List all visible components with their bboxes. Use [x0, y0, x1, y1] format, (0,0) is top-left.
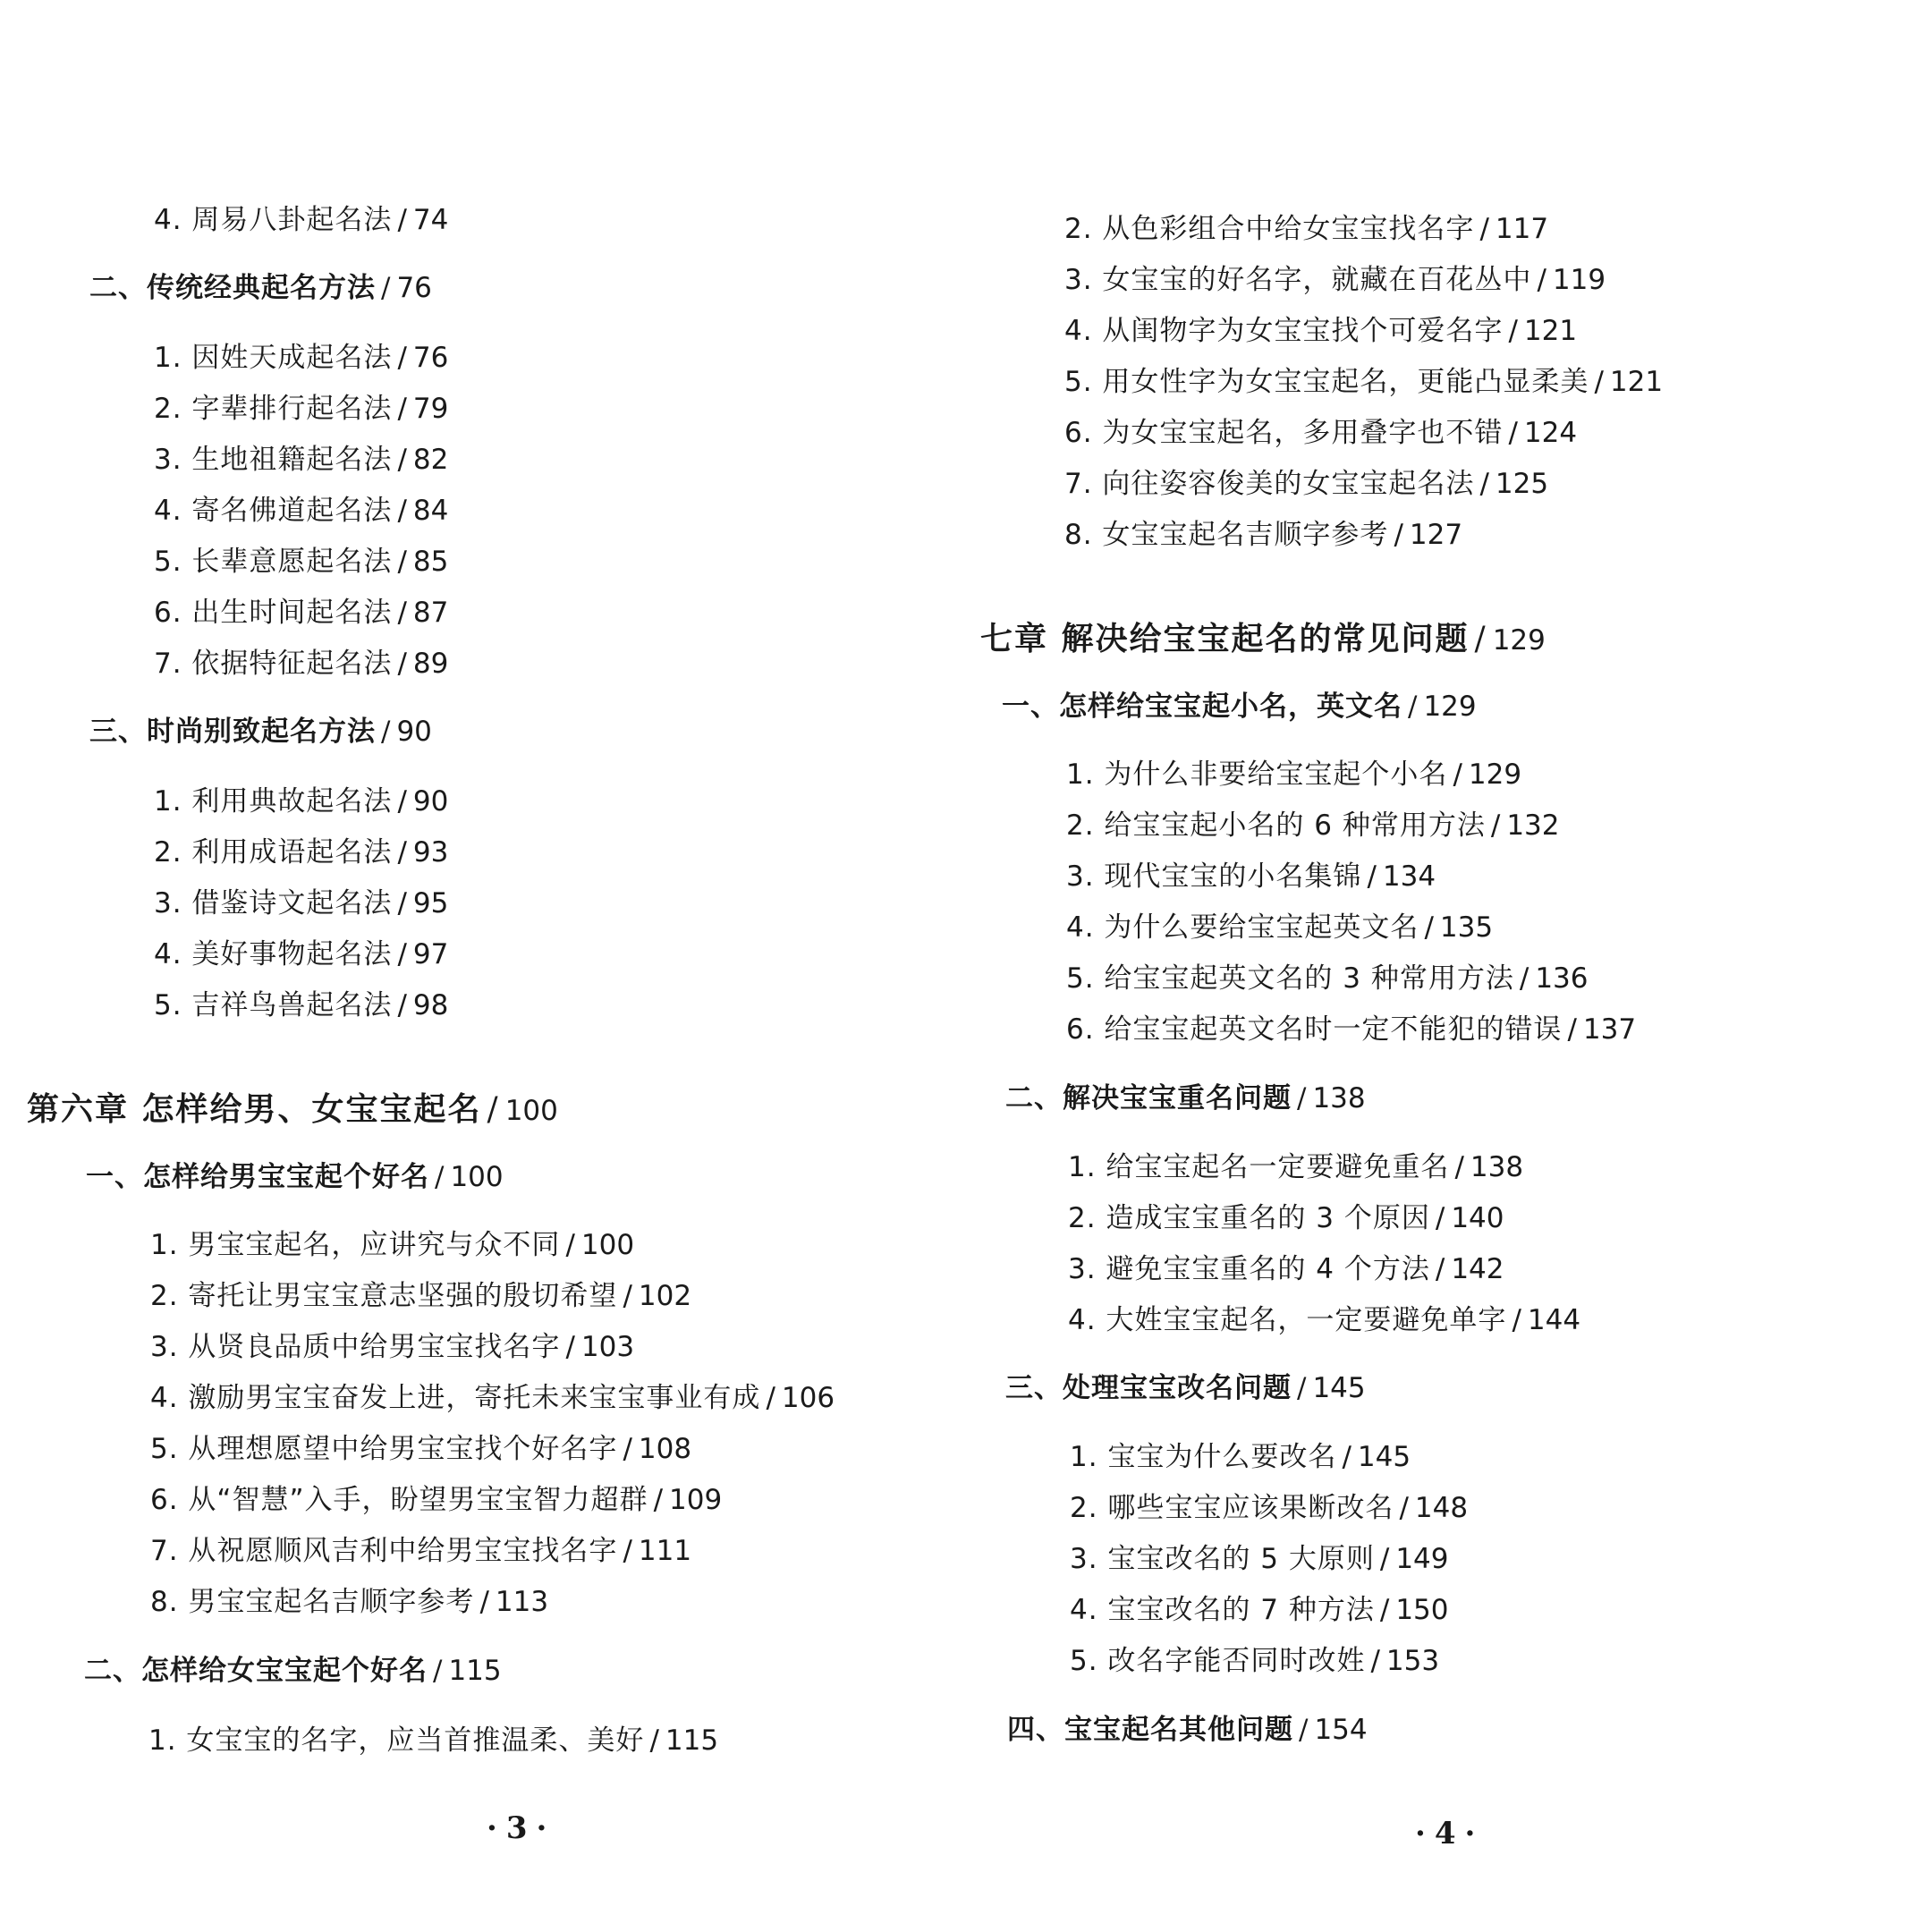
toc-entry-label: 1. 宝宝为什么要改名 — [1070, 1441, 1337, 1473]
toc-entry-label: 4. 寄名佛道起名法 — [154, 495, 393, 527]
toc-separator: / — [397, 836, 408, 869]
toc-separator: / — [1508, 417, 1519, 449]
toc-separator: / — [381, 272, 392, 304]
toc-entry-label: 1. 因姓天成起名法 — [154, 342, 393, 374]
toc-separator: / — [397, 444, 408, 476]
toc-entry — [1064, 211, 1548, 247]
toc-entry — [1066, 910, 1493, 945]
toc-separator: / — [1299, 1714, 1309, 1746]
toc-entry — [154, 544, 448, 580]
toc-entry — [1070, 1592, 1449, 1628]
toc-page-number: 100 — [580, 1229, 635, 1261]
toc-page-number: 115 — [665, 1724, 719, 1757]
toc-page-number: 102 — [638, 1280, 692, 1312]
toc-separator: / — [1435, 1253, 1446, 1285]
toc-entry — [1066, 1012, 1636, 1047]
toc-separator: / — [1479, 468, 1490, 500]
toc-entry-label: 6. 出生时间起名法 — [154, 597, 393, 629]
toc-entry — [154, 595, 448, 631]
toc-entry — [154, 646, 448, 682]
toc-entry — [154, 784, 448, 819]
toc-separator: / — [397, 393, 408, 425]
toc-entry-label: 1. 给宝宝起名一定要避免重名 — [1068, 1151, 1450, 1183]
toc-page-number: 129 — [1468, 758, 1522, 791]
toc-page-number: 109 — [669, 1484, 723, 1516]
toc-page-number: 136 — [1535, 962, 1589, 995]
toc-entry — [150, 1482, 722, 1518]
toc-separator: / — [565, 1229, 576, 1261]
toc-separator: / — [1399, 1492, 1410, 1524]
toc-page-number: 98 — [412, 989, 449, 1021]
toc-page-number: 135 — [1439, 911, 1494, 944]
toc-page-number: 85 — [412, 546, 449, 578]
toc-page-number: 100 — [504, 1095, 558, 1127]
toc-section-label: 四、宝宝起名其他问题 — [1007, 1714, 1293, 1746]
toc-entry-label: 4. 大姓宝宝起名，一定要避免单字 — [1068, 1304, 1507, 1336]
toc-entry-label: 3. 借鉴诗文起名法 — [154, 887, 393, 919]
toc-entry-label: 3. 宝宝改名的 5 大原则 — [1070, 1543, 1375, 1575]
toc-page-number: 119 — [1552, 264, 1606, 296]
toc-separator: / — [397, 342, 408, 374]
toc-entry — [1066, 961, 1589, 996]
toc-entry-label: 5. 吉祥鸟兽起名法 — [154, 989, 393, 1021]
toc-separator: / — [433, 1655, 444, 1687]
toc-page-number: 82 — [412, 444, 449, 476]
toc-page-number: 149 — [1395, 1543, 1449, 1575]
toc-entry — [154, 936, 448, 972]
toc-page-number: 138 — [1312, 1082, 1366, 1114]
toc-separator: / — [1379, 1543, 1391, 1575]
toc-chapter-label: 第六章 怎样给男、女宝宝起名 — [27, 1090, 482, 1128]
toc-entry-label: 5. 给宝宝起英文名的 3 种常用方法 — [1066, 962, 1514, 995]
toc-entry-label: 7. 依据特征起名法 — [154, 648, 393, 680]
toc-separator: / — [1297, 1372, 1308, 1404]
toc-entry-label: 3. 从贤良品质中给男宝宝找名字 — [150, 1331, 561, 1363]
toc-separator: / — [1453, 758, 1463, 791]
toc-entry-label: 1. 男宝宝起名，应讲究与众不同 — [150, 1229, 561, 1261]
toc-section-label: 二、传统经典起名方法 — [89, 272, 376, 304]
toc-entry-label: 7. 向往姿容俊美的女宝宝起名法 — [1064, 468, 1475, 500]
toc-separator: / — [381, 716, 392, 748]
toc-separator: / — [487, 1091, 500, 1128]
toc-separator: / — [1435, 1202, 1446, 1234]
toc-entry — [154, 987, 448, 1023]
toc-separator: / — [1474, 621, 1487, 657]
toc-entry-label: 5. 用女性字为女宝宝起名，更能凸显柔美 — [1064, 366, 1589, 398]
toc-entry-label: 2. 利用成语起名法 — [154, 836, 393, 869]
toc-page-number: 138 — [1470, 1151, 1524, 1183]
toc-entry — [1068, 1251, 1504, 1287]
toc-page-number: 90 — [412, 785, 449, 818]
toc-page-number: 148 — [1414, 1492, 1469, 1524]
toc-page-number: 129 — [1492, 624, 1546, 657]
toc-page-number: 76 — [412, 342, 449, 374]
toc-entry-label: 1. 为什么非要给宝宝起个小名 — [1066, 758, 1448, 791]
toc-entry — [1066, 859, 1436, 894]
toc-separator: / — [565, 1331, 576, 1363]
toc-entry — [1064, 262, 1606, 298]
toc-section-heading — [1005, 1370, 1366, 1406]
toc-separator: / — [1567, 1013, 1578, 1046]
toc-entry — [1068, 1149, 1523, 1185]
toc-page-number: 100 — [450, 1161, 504, 1193]
toc-entry — [1070, 1541, 1449, 1577]
toc-entry-label: 4. 激励男宝宝奋发上进，寄托未来宝宝事业有成 — [150, 1382, 761, 1414]
toc-separator: / — [1370, 1645, 1381, 1677]
page-number-footer: ·4· — [1415, 1816, 1485, 1852]
toc-page-number: 89 — [412, 648, 449, 680]
toc-entry — [154, 493, 448, 529]
toc-entry-label: 5. 长辈意愿起名法 — [154, 546, 393, 578]
toc-page-number: 95 — [412, 887, 449, 919]
toc-entry — [1068, 1200, 1504, 1236]
toc-entry-label: 2. 从色彩组合中给女宝宝找名字 — [1064, 213, 1475, 245]
toc-entry — [1068, 1302, 1580, 1338]
toc-entry — [1064, 415, 1577, 451]
toc-entry — [1066, 808, 1560, 843]
toc-separator: / — [1479, 213, 1490, 245]
toc-section-label: 一、怎样给男宝宝起个好名 — [86, 1161, 429, 1193]
toc-entry — [150, 1380, 835, 1416]
toc-entry — [150, 1533, 691, 1569]
toc-separator: / — [397, 597, 408, 629]
toc-entry — [1070, 1439, 1411, 1475]
toc-page-number: 140 — [1451, 1202, 1504, 1234]
toc-entry-label: 6. 从“智慧”入手，盼望男宝宝智力超群 — [150, 1484, 648, 1516]
toc-entry-label: 7. 从祝愿顺风吉利中给男宝宝找名字 — [150, 1535, 618, 1567]
toc-entry-label: 4. 周易八卦起名法 — [154, 204, 393, 236]
toc-chapter-label: 七章 解决给宝宝起名的常见问题 — [980, 620, 1470, 657]
toc-separator: / — [766, 1382, 776, 1414]
toc-separator: / — [1512, 1304, 1522, 1336]
toc-entry — [150, 1278, 691, 1314]
toc-page-number: 124 — [1523, 417, 1578, 449]
toc-entry — [154, 886, 448, 921]
toc-page-number: 137 — [1582, 1013, 1637, 1046]
toc-entry-label: 3. 现代宝宝的小名集锦 — [1066, 860, 1362, 893]
toc-chapter-heading — [27, 1091, 558, 1129]
toc-separator: / — [397, 495, 408, 527]
toc-separator: / — [1394, 519, 1404, 551]
toc-entry — [1070, 1490, 1468, 1526]
toc-page-number: 111 — [638, 1535, 692, 1567]
toc-page-number: 76 — [396, 272, 432, 304]
toc-separator: / — [435, 1161, 445, 1193]
toc-entry-label: 2. 给宝宝起小名的 6 种常用方法 — [1066, 809, 1486, 842]
toc-separator: / — [397, 887, 408, 919]
toc-separator: / — [1508, 315, 1519, 347]
toc-page-number: 150 — [1395, 1594, 1449, 1626]
toc-entry — [1066, 757, 1521, 792]
toc-page-number: 121 — [1523, 315, 1578, 347]
toc-separator: / — [1342, 1441, 1352, 1473]
toc-page-number: 84 — [412, 495, 449, 527]
toc-entry-label: 4. 从闺物字为女宝宝找个可爱名字 — [1064, 315, 1504, 347]
toc-page-number: 145 — [1357, 1441, 1411, 1473]
toc-separator: / — [397, 785, 408, 818]
toc-section-heading — [89, 270, 432, 306]
toc-section-label: 三、处理宝宝改名问题 — [1005, 1372, 1292, 1404]
toc-section-label: 二、解决宝宝重名问题 — [1005, 1082, 1292, 1114]
toc-page-number: 79 — [412, 393, 449, 425]
toc-entry — [1064, 517, 1462, 553]
toc-page-number: 127 — [1409, 519, 1463, 551]
toc-entry — [154, 202, 448, 238]
toc-separator: / — [397, 989, 408, 1021]
toc-separator: / — [1519, 962, 1530, 995]
toc-separator: / — [1297, 1082, 1308, 1114]
toc-entry — [150, 1584, 548, 1620]
toc-section-label: 三、时尚别致起名方法 — [89, 716, 376, 748]
toc-separator: / — [1379, 1594, 1391, 1626]
toc-separator: / — [1424, 911, 1435, 944]
toc-page-number: 129 — [1423, 691, 1477, 723]
toc-entry-label: 4. 宝宝改名的 7 种方法 — [1070, 1594, 1375, 1626]
toc-section-heading — [84, 1653, 502, 1689]
toc-page-number: 145 — [1312, 1372, 1366, 1404]
toc-separator: / — [397, 648, 408, 680]
toc-entry-label: 5. 改名字能否同时改姓 — [1070, 1645, 1366, 1677]
toc-section-heading — [1005, 1080, 1366, 1116]
toc-entry-label: 5. 从理想愿望中给男宝宝找个好名字 — [150, 1433, 618, 1465]
toc-entry — [154, 835, 448, 870]
toc-entry — [148, 1723, 718, 1758]
toc-entry — [154, 442, 448, 478]
toc-entry-label: 8. 女宝宝起名吉顺字参考 — [1064, 519, 1389, 551]
toc-entry — [150, 1329, 634, 1365]
toc-entry-label: 3. 生地祖籍起名法 — [154, 444, 393, 476]
toc-separator: / — [623, 1280, 633, 1312]
toc-entry-label: 8. 男宝宝起名吉顺字参考 — [150, 1586, 475, 1618]
toc-page-number: 117 — [1495, 213, 1549, 245]
toc-section-heading — [86, 1159, 504, 1195]
toc-entry-label: 3. 女宝宝的好名字，就藏在百花丛中 — [1064, 264, 1532, 296]
toc-separator: / — [1490, 809, 1502, 842]
toc-separator: / — [479, 1586, 490, 1618]
toc-entry — [1064, 466, 1548, 502]
toc-entry — [154, 340, 448, 376]
toc-page-number: 103 — [580, 1331, 635, 1363]
toc-page-number: 154 — [1314, 1714, 1368, 1746]
toc-section-heading — [89, 714, 432, 750]
toc-entry-label: 1. 利用典故起名法 — [154, 785, 393, 818]
toc-page-number: 74 — [412, 204, 449, 236]
toc-entry-label: 3. 避免宝宝重名的 4 个方法 — [1068, 1253, 1430, 1285]
toc-entry-label: 2. 寄托让男宝宝意志坚强的殷切希望 — [150, 1280, 618, 1312]
toc-page-number: 108 — [638, 1433, 692, 1465]
toc-separator: / — [1408, 691, 1419, 723]
toc-entry-label: 1. 女宝宝的名字，应当首推温柔、美好 — [148, 1724, 645, 1757]
toc-page-number: 106 — [781, 1382, 835, 1414]
toc-page-number: 121 — [1609, 366, 1664, 398]
toc-entry-label: 2. 哪些宝宝应该果断改名 — [1070, 1492, 1394, 1524]
toc-entry-label: 6. 为女宝宝起名，多用叠字也不错 — [1064, 417, 1504, 449]
toc-entry-label: 6. 给宝宝起英文名时一定不能犯的错误 — [1066, 1013, 1563, 1046]
toc-page-number: 115 — [448, 1655, 502, 1687]
toc-entry — [1064, 364, 1663, 400]
toc-entry — [1064, 313, 1577, 349]
toc-section-heading — [1002, 689, 1477, 724]
toc-section-heading — [1007, 1712, 1368, 1748]
toc-page-number: 125 — [1495, 468, 1549, 500]
toc-page-number: 132 — [1506, 809, 1560, 842]
toc-page-number: 134 — [1382, 860, 1436, 893]
toc-entry — [150, 1227, 634, 1263]
toc-separator: / — [1454, 1151, 1465, 1183]
toc-entry — [154, 391, 448, 427]
toc-page-number: 87 — [412, 597, 449, 629]
toc-separator: / — [653, 1484, 665, 1516]
page-number-footer: ·3· — [487, 1810, 556, 1846]
toc-entry-label: 2. 造成宝宝重名的 3 个原因 — [1068, 1202, 1430, 1234]
toc-separator: / — [1594, 366, 1605, 398]
toc-section-label: 一、怎样给宝宝起小名，英文名 — [1002, 691, 1402, 723]
toc-separator: / — [397, 546, 408, 578]
toc-entry — [1070, 1643, 1439, 1679]
toc-page-number: 144 — [1527, 1304, 1581, 1336]
toc-separator: / — [1367, 860, 1377, 893]
toc-separator: / — [397, 204, 408, 236]
toc-page-number: 90 — [396, 716, 432, 748]
toc-separator: / — [397, 938, 408, 970]
toc-separator: / — [649, 1724, 660, 1757]
toc-page-number: 113 — [495, 1586, 549, 1618]
toc-separator: / — [1537, 264, 1547, 296]
toc-entry-label: 4. 美好事物起名法 — [154, 938, 393, 970]
toc-separator: / — [623, 1433, 633, 1465]
toc-chapter-heading — [980, 621, 1546, 658]
toc-page-number: 97 — [412, 938, 449, 970]
toc-entry — [150, 1431, 691, 1467]
toc-page-number: 93 — [412, 836, 449, 869]
toc-separator: / — [623, 1535, 633, 1567]
toc-section-label: 二、怎样给女宝宝起个好名 — [84, 1655, 428, 1687]
toc-page-number: 153 — [1385, 1645, 1440, 1677]
toc-page-number: 142 — [1451, 1253, 1504, 1285]
toc-entry-label: 4. 为什么要给宝宝起英文名 — [1066, 911, 1419, 944]
toc-entry-label: 2. 字辈排行起名法 — [154, 393, 393, 425]
